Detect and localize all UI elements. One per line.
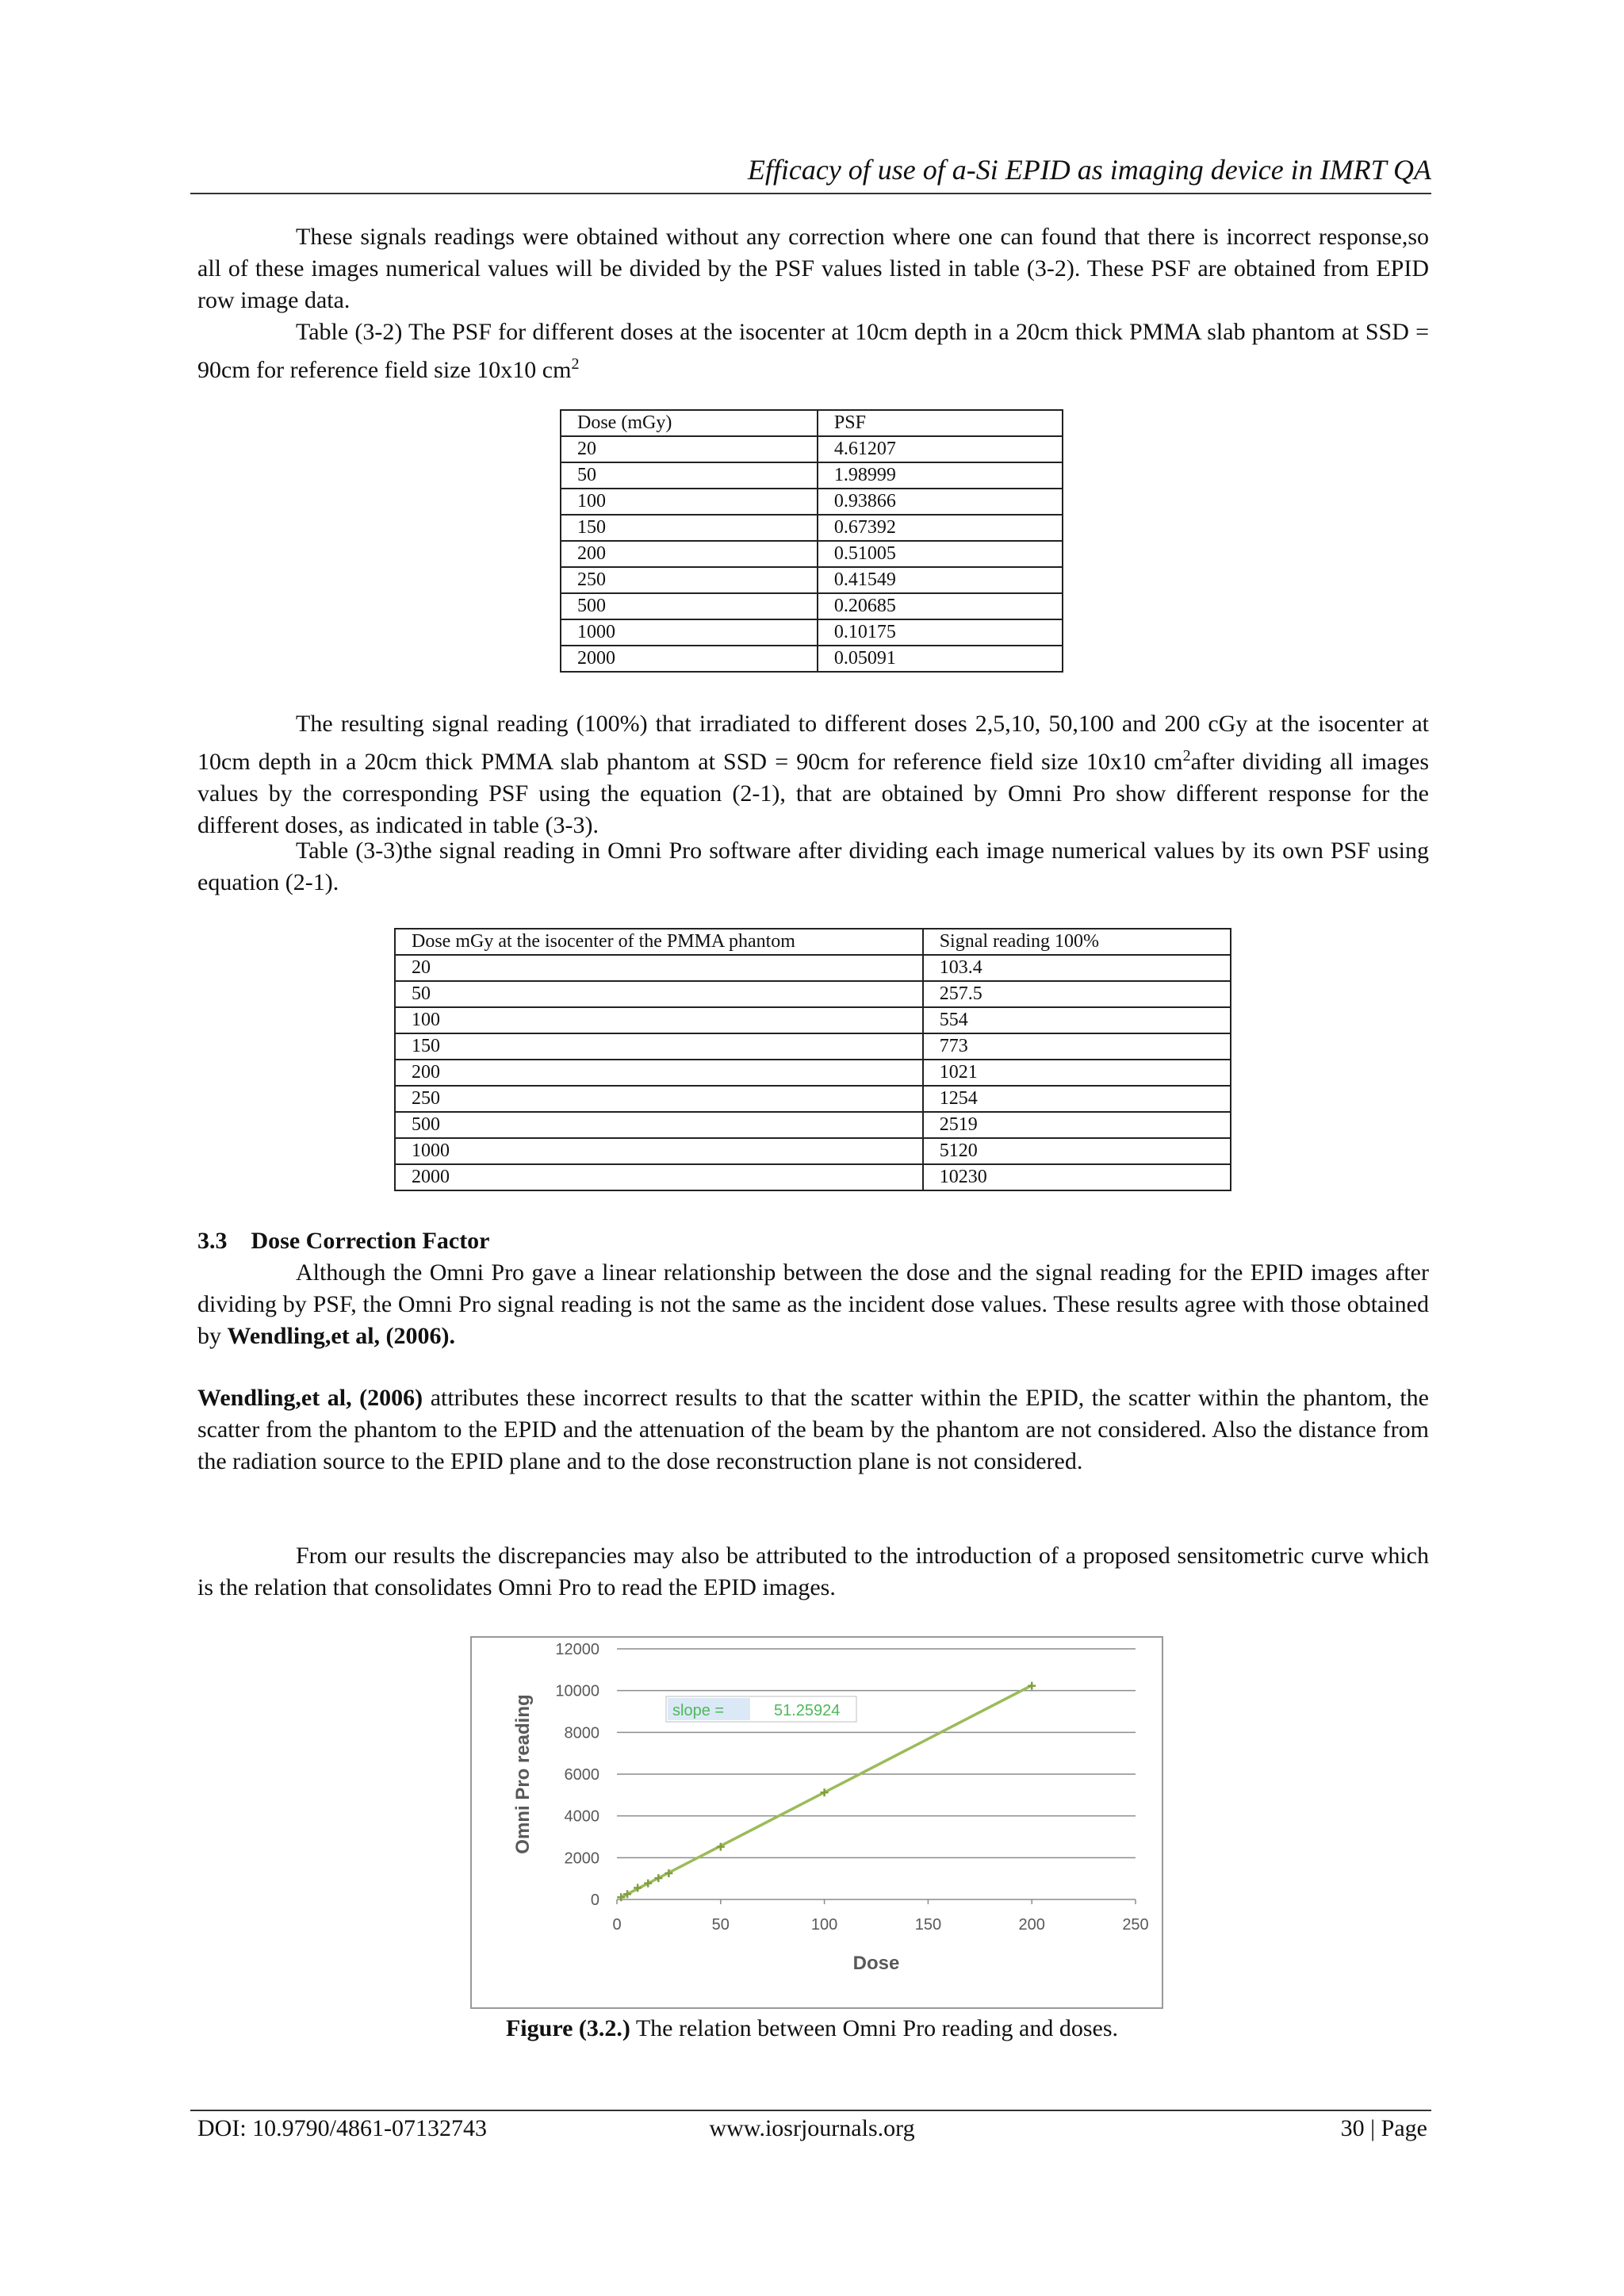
signal-table-cell: 1021 [923,1060,1231,1086]
table-3-2-caption-sup: 2 [571,355,580,373]
y-tick-label: 8000 [564,1724,599,1742]
section-title: Dose Correction Factor [251,1228,490,1254]
y-tick-label: 10000 [555,1682,599,1700]
psf-table-header-cell: PSF [818,410,1063,436]
signal-table-cell: 200 [395,1060,923,1086]
psf-table-cell: 0.20685 [818,593,1063,619]
psf-table-cell: 2000 [561,646,818,672]
signal-table-row [395,1086,1231,1112]
psf-table-cell: 1000 [561,619,818,646]
signal-table-row [395,1007,1231,1033]
psf-table-cell: 0.41549 [818,567,1063,593]
signal-reading-table [394,928,1231,1191]
signal-table-cell: 100 [395,1007,923,1033]
paragraph-5: From our results the discrepancies may also be attributed to the introduction of a proposed sensitometric curve which is the relation that consolidates Omni Pro to read the EPID images. [197,1543,1429,1600]
x-tick-label: 50 [711,1916,730,1934]
signal-table-cell: 2000 [395,1164,923,1190]
psf-table-cell: 4.61207 [818,436,1063,462]
signal-table-row [395,955,1231,981]
paragraph-2-text-b: after dividing all images values by the corresponding PSF using the equation (2-1), that are obtained by Omni Pro show different response for the different doses, as indicated in table (3-3). [197,749,1429,838]
table-3-2-caption [197,316,1429,386]
psf-table-cell: 0.93866 [818,489,1063,515]
psf-table-row [561,462,1063,489]
psf-table-cell: 0.51005 [818,541,1063,567]
signal-table-header-cell: Dose mGy at the isocenter of the PMMA phantom [395,929,923,955]
signal-table-row [395,981,1231,1007]
signal-table-header-cell: Signal reading 100% [923,929,1231,955]
signal-table-cell: 50 [395,981,923,1007]
figure-caption-text: The relation between Omni Pro reading and doses. [630,2015,1119,2041]
signal-table-row [395,1033,1231,1060]
signal-table-cell: 1254 [923,1086,1231,1112]
psf-table-cell: 150 [561,515,818,541]
psf-table-cell: 0.05091 [818,646,1063,672]
signal-table-cell: 257.5 [923,981,1231,1007]
signal-table-row [395,1060,1231,1086]
signal-table-row [395,1138,1231,1164]
psf-table-row [561,646,1063,672]
section-heading [197,1225,490,1257]
signal-table-cell: 250 [395,1086,923,1112]
section-number: 3.3 [197,1228,228,1254]
psf-table-cell: 1.98999 [818,462,1063,489]
psf-table-row [561,515,1063,541]
signal-table-cell: 5120 [923,1138,1231,1164]
y-tick-label: 12000 [555,1641,599,1658]
paragraph-3-citation: Wendling,et al, (2006). [227,1323,456,1349]
psf-table-cell: 200 [561,541,818,567]
figure-caption [0,2013,1624,2045]
figure-chart-frame [470,1636,1163,2009]
x-tick-label: 150 [914,1916,942,1934]
signal-table-cell: 773 [923,1033,1231,1060]
signal-table-cell: 150 [395,1033,923,1060]
signal-table-cell: 20 [395,955,923,981]
slope-annotation-label: slope = [672,1702,725,1719]
signal-table-cell: 554 [923,1007,1231,1033]
signal-table-cell: 500 [395,1112,923,1138]
paragraph-1: These signals readings were obtained without any correction where one can found that there is incorrect response,so all of these images numerical values will be divided by the PSF values listed in table (3-2). These PSF are obtained from EPID row image data. [197,224,1429,313]
signal-table-header-row [395,929,1231,955]
paragraph-2-sup: 2 [1182,747,1191,765]
table-3-2-caption-text: Table (3-2) The PSF for different doses at the isocenter at 10cm depth in a 20cm thick PMMA slab phantom at SSD = 90cm for reference field size 10x10 cm [197,319,1429,383]
psf-table-cell: 0.10175 [818,619,1063,646]
signal-table-cell: 1000 [395,1138,923,1164]
psf-table-cell: 50 [561,462,818,489]
paragraph-4 [197,1382,1429,1478]
psf-table-cell: 500 [561,593,818,619]
paragraph-3 [197,1257,1429,1352]
psf-table-cell: 20 [561,436,818,462]
data-point [1028,1682,1036,1690]
y-tick-label: 6000 [564,1766,599,1784]
dose-reading-chart [472,1638,1162,2007]
psf-table-row [561,541,1063,567]
slope-annotation-value: 51.25924 [774,1702,841,1719]
psf-table-row [561,489,1063,515]
paragraph-4-text: attributes these incorrect results to that the scatter within the EPID, the scatter within the phantom, the scatter from the phantom to the EPID and the attenuation of the beam by the phantom are not considered. Also the distance from the radiation source to the EPID plane and to the dose reconstruction plane is not considered. [197,1385,1429,1474]
psf-table-cell: 0.67392 [818,515,1063,541]
y-tick-label: 4000 [564,1807,599,1826]
psf-table-row [561,593,1063,619]
running-header: Efficacy of use of a-Si EPID as imaging device in IMRT QA [747,154,1431,186]
y-tick-label: 0 [590,1892,599,1909]
footer-rule [190,2110,1431,2111]
signal-table-cell: 2519 [923,1112,1231,1138]
signal-table-row [395,1164,1231,1190]
paragraph-2 [197,708,1429,841]
psf-table [560,409,1063,673]
header-rule [190,193,1431,194]
psf-table-row [561,436,1063,462]
y-tick-label: 2000 [564,1849,599,1868]
figure-caption-label: Figure (3.2.) [505,2015,630,2041]
psf-table-header-cell: Dose (mGy) [561,410,818,436]
x-tick-label: 200 [1018,1916,1045,1934]
psf-table-header-row [561,410,1063,436]
signal-table-row [395,1112,1231,1138]
footer-website: www.iosrjournals.org [709,2115,915,2141]
psf-table-cell: 250 [561,567,818,593]
footer-page-number: 30 | Page [1340,2115,1427,2141]
x-tick-label: 0 [612,1916,622,1934]
psf-table-cell: 100 [561,489,818,515]
psf-table-row [561,567,1063,593]
y-axis-label: Omni Pro reading [512,1694,534,1854]
x-axis-label: Dose [852,1953,900,1974]
paragraph-3-text: Although the Omni Pro gave a linear relationship between the dose and the signal reading for the EPID images after dividing by PSF, the Omni Pro signal reading is not the same as the incident dose values. These results agree with those obtained by [197,1259,1429,1349]
signal-table-cell: 10230 [923,1164,1231,1190]
footer-doi: DOI: 10.9790/4861-07132743 [197,2115,487,2141]
paragraph-4-citation: Wendling,et al, (2006) [197,1385,423,1411]
x-tick-label: 250 [1122,1916,1149,1934]
paragraph-2-text-a: The resulting signal reading (100%) that irradiated to different doses 2,5,10, 50,100 and 200 cGy at the isocenter at 10cm depth in a 20cm thick PMMA slab phantom at SSD = 90cm for reference field size 10x10 cm [197,711,1429,775]
x-tick-label: 100 [810,1916,838,1934]
signal-table-cell: 103.4 [923,955,1231,981]
psf-table-row [561,619,1063,646]
table-3-3-caption: Table (3-3)the signal reading in Omni Pro software after dividing each image numerical values by its own PSF using equation (2-1). [197,838,1429,895]
